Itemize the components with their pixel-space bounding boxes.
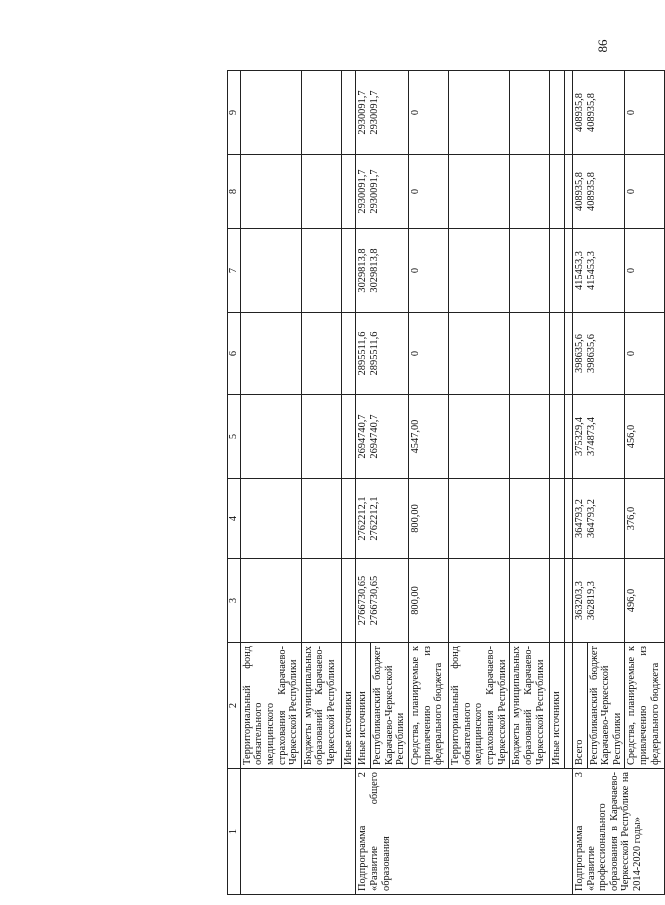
empty-cell (564, 643, 572, 769)
value-cell (240, 71, 301, 155)
value-cell: 0 (625, 229, 665, 313)
value-cell (240, 229, 301, 313)
value-cell: 800,00 (409, 479, 449, 559)
subprogram-cell (240, 769, 356, 895)
value-cell (510, 313, 550, 395)
value-cell: 376,0 (625, 479, 665, 559)
source-cell: Республиканский бюджет Карачаево-Черкесской Республики (371, 643, 409, 769)
value-cell: 0 (625, 313, 665, 395)
value-cell (510, 479, 550, 559)
source-cell: Территориальный фонд обязательного медицинского страхования Карачаево-Черкесской Республики (449, 643, 510, 769)
value-cell: 0 (409, 71, 449, 155)
source-cell: Всего (572, 643, 587, 769)
header-cell: 6 (228, 313, 241, 395)
header-cell: 1 (228, 769, 241, 895)
value-cell (510, 559, 550, 643)
value-cell: 0 (625, 155, 665, 229)
value-cell (550, 479, 565, 559)
table-row (572, 71, 587, 895)
value-cell (510, 71, 550, 155)
value-cell: 456,0 (625, 395, 665, 479)
value-cell (550, 395, 565, 479)
source-cell: Бюджеты муниципальных образований Карачаево-Черкесской Республики (301, 643, 341, 769)
value-cell: 2930091,7 2930091,7 (356, 155, 409, 229)
value-cell (550, 559, 565, 643)
value-cell (510, 229, 550, 313)
value-cell: 0 (409, 229, 449, 313)
value-cell: 4547,00 (409, 395, 449, 479)
source-cell: Иные источники (341, 643, 356, 769)
value-cell (240, 155, 301, 229)
value-cell (550, 155, 565, 229)
source-cell: Иные источники (550, 643, 565, 769)
value-cell: 408935,8 408935,8 (572, 71, 625, 155)
value-cell (240, 395, 301, 479)
value-cell (510, 395, 550, 479)
source-cell: Иные источники (356, 643, 371, 769)
budget-table (227, 70, 665, 895)
value-cell: 408935,8 408935,8 (572, 155, 625, 229)
empty-cell (564, 71, 572, 155)
empty-cell (564, 155, 572, 229)
subprogram-cell: Подпрограмма 3 «Развитие профессионального образования в Карачаево-Черкесской Республике на 2014-2020 годы» (572, 769, 665, 895)
header-cell: 5 (228, 395, 241, 479)
empty-cell (564, 559, 572, 643)
value-cell (510, 155, 550, 229)
value-cell (301, 479, 341, 559)
value-cell: 2930091,7 2930091,7 (356, 71, 409, 155)
value-cell (301, 395, 341, 479)
value-cell (341, 155, 356, 229)
table-row (356, 71, 371, 895)
value-cell: 364793,2 364793,2 (572, 479, 625, 559)
value-cell: 375329,4 374873,4 (572, 395, 625, 479)
value-cell (449, 479, 510, 559)
value-cell: 0 (625, 71, 665, 155)
value-cell (301, 313, 341, 395)
value-cell (449, 313, 510, 395)
value-cell (341, 479, 356, 559)
value-cell (341, 395, 356, 479)
value-cell: 398635,6 398635,6 (572, 313, 625, 395)
empty-cell (564, 313, 572, 395)
source-cell: Бюджеты муниципальных образований Карачаево-Черкесской Республики (510, 643, 550, 769)
value-cell: 0 (409, 155, 449, 229)
value-cell (301, 71, 341, 155)
source-cell: Республиканский бюджет Карачаево-Черкесской Республики (587, 643, 625, 769)
subprogram-cell: Подпрограмма 2 «Развитие общего образования (356, 769, 572, 895)
empty-cell (564, 229, 572, 313)
rotated-table-container (227, 71, 661, 895)
header-cell: 9 (228, 71, 241, 155)
header-cell: 4 (228, 479, 241, 559)
value-cell: 2762212,1 2762212,1 (356, 479, 409, 559)
value-cell (449, 229, 510, 313)
value-cell (449, 71, 510, 155)
value-cell (341, 559, 356, 643)
value-cell (550, 71, 565, 155)
header-cell: 2 (228, 643, 241, 769)
header-row (228, 71, 241, 895)
value-cell: 2895511,6 2895511,6 (356, 313, 409, 395)
value-cell (341, 313, 356, 395)
header-cell: 7 (228, 229, 241, 313)
value-cell (550, 313, 565, 395)
value-cell: 0 (409, 313, 449, 395)
header-cell: 3 (228, 559, 241, 643)
value-cell: 2766730,65 2766730,65 (356, 559, 409, 643)
value-cell: 3029813,8 3029813,8 (356, 229, 409, 313)
value-cell (449, 155, 510, 229)
table-row (240, 71, 301, 895)
value-cell (341, 71, 356, 155)
empty-cell (564, 479, 572, 559)
value-cell: 415453,3 415453,3 (572, 229, 625, 313)
value-cell (240, 479, 301, 559)
value-cell (301, 155, 341, 229)
value-cell (301, 559, 341, 643)
value-cell (301, 229, 341, 313)
empty-cell (564, 395, 572, 479)
value-cell (240, 313, 301, 395)
header-cell: 8 (228, 155, 241, 229)
page-number: 86 (595, 39, 610, 53)
source-cell: Территориальный фонд обязательного медицинского страхования Карачаево-Черкесской Республики (240, 643, 301, 769)
source-cell: Средства, планируемые к привлечению из федерального бюджета (409, 643, 449, 769)
value-cell: 496,0 (625, 559, 665, 643)
value-cell: 363203,3 362819,3 (572, 559, 625, 643)
value-cell (240, 559, 301, 643)
value-cell: 800,00 (409, 559, 449, 643)
value-cell (449, 395, 510, 479)
value-cell: 2694740,7 2694740,7 (356, 395, 409, 479)
source-cell: Средства, планируемые к привлечению из федерального бюджета (625, 643, 665, 769)
value-cell (341, 229, 356, 313)
value-cell (550, 229, 565, 313)
value-cell (449, 559, 510, 643)
